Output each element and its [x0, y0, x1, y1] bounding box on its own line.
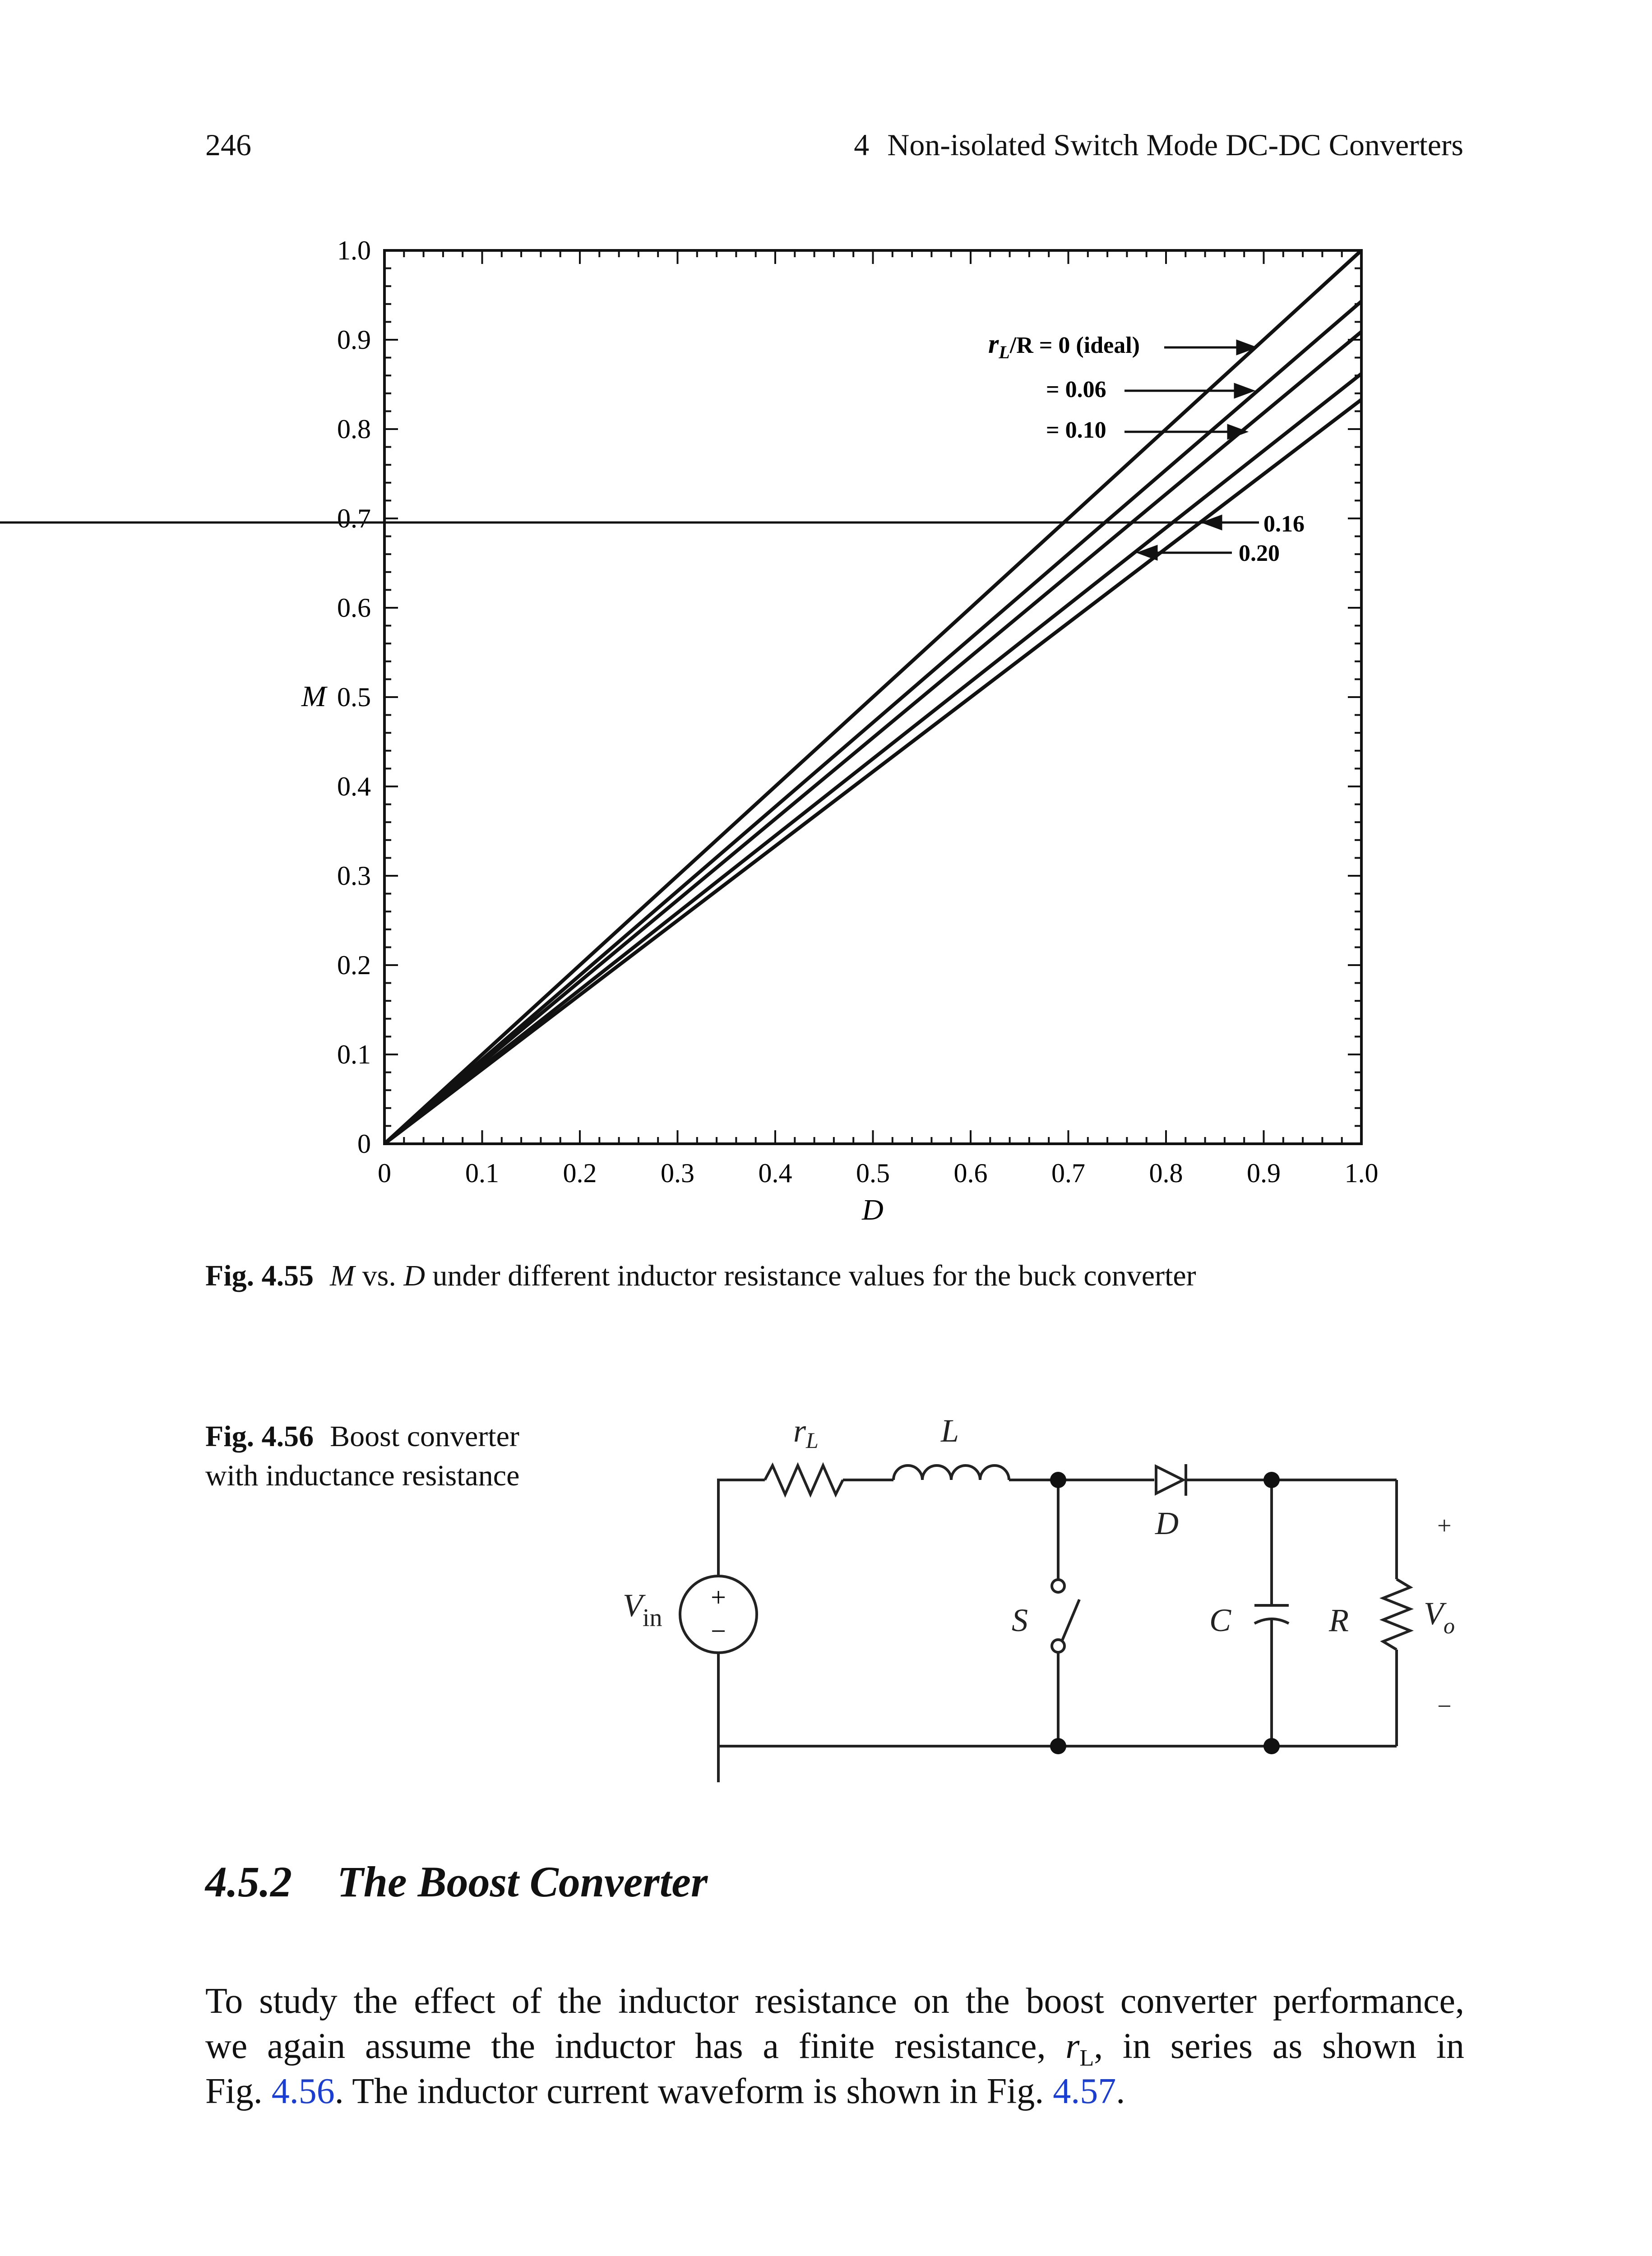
- fig-4-57-link[interactable]: 4.57: [1053, 2071, 1116, 2111]
- fig-4-56-label: Fig. 4.56: [205, 1420, 314, 1453]
- y-tick-label: 0.7: [337, 504, 371, 533]
- switch-contact-bottom: [1052, 1640, 1064, 1652]
- switch-blade: [1060, 1600, 1079, 1645]
- annotation-ideal: $r_L/R = 0$ (ideal): [988, 329, 1140, 362]
- section-number: 4.5.2: [205, 1858, 292, 1906]
- series-line-1: [384, 301, 1361, 1144]
- label-rL: rL: [793, 1413, 819, 1453]
- series-line-4: [384, 400, 1361, 1144]
- label-L: L: [941, 1413, 959, 1449]
- y-tick-label: 0: [357, 1129, 371, 1159]
- label-D: D: [1155, 1505, 1179, 1541]
- body-line-3: Fig. 4.56. The inductor current waveform is shown in Fig. 4.57.: [205, 2071, 1125, 2111]
- body-paragraph: [205, 1979, 1464, 2114]
- resistor-R: [1383, 1579, 1410, 1650]
- section-heading: [205, 1857, 708, 1907]
- x-tick-label: 0.3: [661, 1158, 694, 1188]
- x-tick-label: 0.5: [856, 1158, 890, 1188]
- y-tick-label: 0.9: [337, 325, 371, 355]
- x-tick-label: 0.8: [1149, 1158, 1183, 1188]
- y-tick-label: 0.1: [337, 1040, 371, 1069]
- x-tick-label: 1.0: [1344, 1158, 1379, 1188]
- x-tick-label: 0: [378, 1158, 391, 1188]
- fig-4-56-caption: Fig. 4.56 Boost converter with inductance resistance: [205, 1420, 520, 1492]
- source-plus: +: [711, 1582, 726, 1612]
- y-tick-label: 0.4: [337, 772, 371, 801]
- y-tick-label: 0.3: [337, 861, 371, 891]
- source-minus: −: [711, 1616, 726, 1646]
- y-tick-label: 0.5: [337, 682, 371, 712]
- vo-minus: −: [1437, 1692, 1452, 1720]
- label-R: R: [1329, 1602, 1349, 1638]
- chapter-number: 4: [854, 128, 870, 162]
- annotation-006: = 0.06: [1046, 377, 1106, 402]
- x-tick-label: 0.6: [953, 1158, 988, 1188]
- body-line-2: we again assume the inductor has a finite resistance, $r_L$, in series as shown in: [205, 2026, 1464, 2071]
- series-line-3: [384, 374, 1361, 1144]
- arrow-006-head: [1235, 384, 1252, 397]
- chapter-title: Non-isolated Switch Mode DC-DC Converters: [887, 128, 1463, 162]
- series-lines: [384, 250, 1361, 1144]
- fig-4-55-caption: Fig. 4.55 M vs. D under different inductor resistance values for the buck converter: [205, 1259, 1196, 1292]
- y-tick-label: 1.0: [337, 236, 371, 265]
- annotation-016: 0.16: [1263, 511, 1305, 537]
- section-title: The Boost Converter: [337, 1858, 708, 1906]
- y-axis-label: M: [301, 680, 326, 713]
- series-line-0: [384, 250, 1361, 1144]
- vo-plus: +: [1437, 1512, 1452, 1540]
- annotation-arrows: [0, 341, 1259, 559]
- label-C: C: [1209, 1602, 1231, 1638]
- switch-contact-top: [1052, 1580, 1064, 1592]
- node-bottom-switch: [1050, 1738, 1066, 1754]
- fig-4-56-circuit: [0, 1399, 1652, 1782]
- annotation-020: 0.20: [1239, 541, 1280, 566]
- series-line-2: [384, 332, 1361, 1144]
- resistor-rL: [765, 1465, 843, 1494]
- x-tick-label: 0.1: [465, 1158, 499, 1188]
- inductor-L: [893, 1465, 1009, 1480]
- node-top-switch: [1050, 1472, 1066, 1488]
- y-tick-label: 0.8: [337, 414, 371, 444]
- fig-4-55-label: Fig. 4.55: [205, 1259, 314, 1292]
- fig-4-56-link[interactable]: 4.56: [271, 2071, 335, 2111]
- page-number: 246: [205, 128, 251, 162]
- x-tick-label: 0.4: [758, 1158, 792, 1188]
- x-axis-label: D: [862, 1193, 884, 1226]
- annotation-010: = 0.10: [1046, 417, 1106, 443]
- x-tick-label: 0.2: [563, 1158, 597, 1188]
- node-bottom-cap: [1263, 1738, 1280, 1754]
- node-top-cap: [1263, 1472, 1280, 1488]
- x-tick-label: 0.9: [1247, 1158, 1281, 1188]
- label-S: S: [1012, 1602, 1028, 1638]
- x-tick-label: 0.7: [1051, 1158, 1085, 1188]
- body-line-1: To study the effect of the inductor resistance on the boost converter performance,: [205, 1981, 1464, 2021]
- y-tick-label: 0.6: [337, 593, 371, 623]
- label-Vin: $V_{in}$: [623, 1587, 662, 1632]
- y-tick-label: 0.2: [337, 950, 371, 980]
- diode-D: [1156, 1466, 1183, 1493]
- label-Vo: $V_o$: [1424, 1595, 1455, 1638]
